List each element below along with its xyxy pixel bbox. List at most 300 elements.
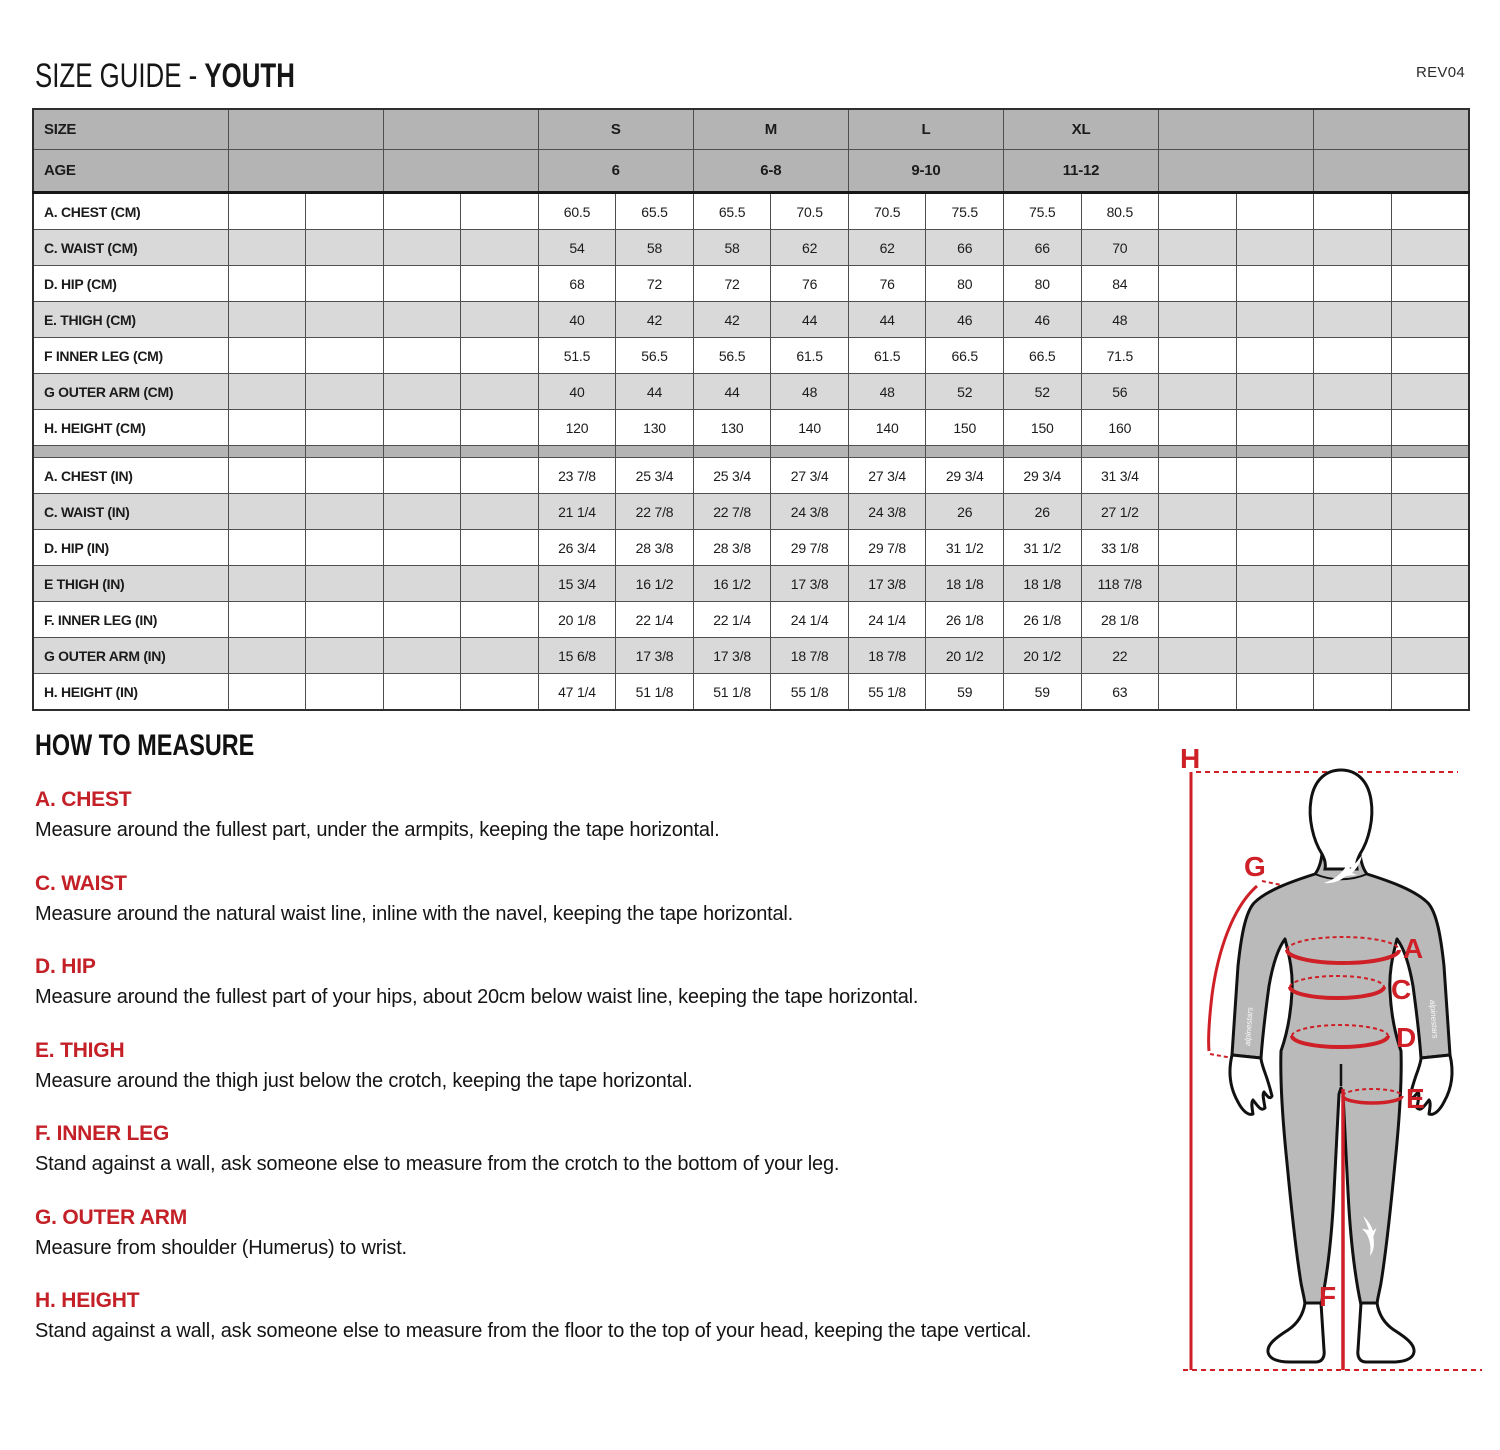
measure-description: Stand against a wall, ask someone else to measure from the crotch to the bottom of your leg. [35, 1153, 840, 1175]
size-header-cell [228, 109, 383, 150]
value-cell [1314, 266, 1392, 302]
value-cell [1159, 193, 1237, 230]
value-cell: 22 7/8 [616, 494, 694, 530]
value-cell: 58 [616, 230, 694, 266]
value-cell [1236, 230, 1314, 266]
value-cell: 75.5 [926, 193, 1004, 230]
size-header-cell [383, 109, 538, 150]
head-outline [1310, 770, 1372, 869]
value-cell [1391, 302, 1469, 338]
value-cell [1159, 302, 1237, 338]
value-cell: 59 [1003, 674, 1081, 711]
value-cell: 18 1/8 [1003, 566, 1081, 602]
row-label: C. WAIST (CM) [33, 230, 228, 266]
value-cell [228, 230, 306, 266]
row-label: G OUTER ARM (CM) [33, 374, 228, 410]
value-cell [461, 458, 539, 494]
row-label: G OUTER ARM (IN) [33, 638, 228, 674]
value-cell [383, 410, 461, 446]
value-cell: 21 1/4 [538, 494, 616, 530]
age-header-cell: 6-8 [693, 150, 848, 193]
value-cell: 17 3/8 [616, 638, 694, 674]
value-cell: 48 [848, 374, 926, 410]
figure-label-inner-leg: F [1319, 1281, 1337, 1312]
separator-cell [616, 446, 694, 458]
value-cell [1159, 530, 1237, 566]
separator-cell [1081, 446, 1159, 458]
row-label: F INNER LEG (CM) [33, 338, 228, 374]
row-label: H. HEIGHT (CM) [33, 410, 228, 446]
row-label: D. HIP (IN) [33, 530, 228, 566]
age-header-cell [1314, 150, 1469, 193]
body-measurement-figure [1155, 735, 1500, 1425]
header-row-label: SIZE [33, 109, 228, 150]
value-cell: 130 [616, 410, 694, 446]
value-cell: 28 3/8 [693, 530, 771, 566]
measure-heading: A. CHEST [35, 788, 132, 811]
value-cell [1314, 638, 1392, 674]
value-cell [1314, 193, 1392, 230]
value-cell: 66.5 [1003, 338, 1081, 374]
separator-cell [1314, 446, 1392, 458]
how-to-item [35, 1206, 1175, 1260]
value-cell: 26 [1003, 494, 1081, 530]
value-cell [1236, 374, 1314, 410]
how-to-item [35, 1039, 1175, 1093]
value-cell: 66.5 [926, 338, 1004, 374]
how-to-measure-title: HOW TO MEASURE [35, 729, 255, 762]
value-cell [1159, 230, 1237, 266]
page-title-prefix: SIZE GUIDE - [35, 57, 205, 95]
value-cell [306, 638, 384, 674]
value-cell: 66 [1003, 230, 1081, 266]
age-header-cell [383, 150, 538, 193]
measure-heading: G. OUTER ARM [35, 1205, 187, 1229]
value-cell [383, 266, 461, 302]
value-cell [461, 638, 539, 674]
value-cell [461, 566, 539, 602]
value-cell: 118 7/8 [1081, 566, 1159, 602]
row-label: D. HIP (CM) [33, 266, 228, 302]
value-cell: 61.5 [848, 338, 926, 374]
value-cell: 55 1/8 [848, 674, 926, 711]
how-to-item [35, 1122, 1175, 1176]
value-cell [461, 302, 539, 338]
value-cell [1391, 338, 1469, 374]
value-cell [1236, 638, 1314, 674]
left-sock [1268, 1303, 1324, 1362]
value-cell: 24 1/4 [771, 602, 849, 638]
value-cell [228, 674, 306, 711]
how-to-measure-list [35, 788, 1175, 1408]
value-cell [1159, 674, 1237, 711]
value-cell [1391, 230, 1469, 266]
value-cell [1391, 410, 1469, 446]
value-cell [306, 494, 384, 530]
separator-cell [1236, 446, 1314, 458]
measurement-row [33, 638, 1469, 674]
value-cell: 61.5 [771, 338, 849, 374]
value-cell: 31 1/2 [1003, 530, 1081, 566]
separator-cell [228, 446, 306, 458]
separator-cell [306, 446, 384, 458]
value-cell [1314, 530, 1392, 566]
value-cell [383, 638, 461, 674]
value-cell [306, 374, 384, 410]
value-cell: 15 6/8 [538, 638, 616, 674]
value-cell: 66 [926, 230, 1004, 266]
separator-cell [926, 446, 1004, 458]
value-cell: 48 [771, 374, 849, 410]
value-cell [1391, 638, 1469, 674]
age-header-cell: 6 [538, 150, 693, 193]
age-header-cell: 9-10 [848, 150, 1003, 193]
value-cell [383, 302, 461, 338]
value-cell: 22 1/4 [693, 602, 771, 638]
value-cell: 80.5 [1081, 193, 1159, 230]
value-cell [1314, 458, 1392, 494]
value-cell: 22 7/8 [693, 494, 771, 530]
value-cell [461, 674, 539, 711]
value-cell: 27 3/4 [771, 458, 849, 494]
value-cell: 27 3/4 [848, 458, 926, 494]
figure-label-chest: A [1403, 933, 1424, 964]
value-cell [228, 338, 306, 374]
size-header-cell [1159, 109, 1314, 150]
value-cell [1391, 566, 1469, 602]
value-cell: 130 [693, 410, 771, 446]
value-cell: 16 1/2 [693, 566, 771, 602]
value-cell [383, 530, 461, 566]
value-cell [228, 374, 306, 410]
value-cell: 51.5 [538, 338, 616, 374]
size-header-cell: S [538, 109, 693, 150]
measure-description: Measure around the fullest part of your hips, about 20cm below waist line, keeping the tape horizontal. [35, 986, 919, 1008]
value-cell [1314, 230, 1392, 266]
value-cell [228, 494, 306, 530]
value-cell: 20 1/2 [1003, 638, 1081, 674]
value-cell: 25 3/4 [693, 458, 771, 494]
value-cell [306, 302, 384, 338]
value-cell [228, 530, 306, 566]
value-cell [1236, 338, 1314, 374]
right-forearm-logo-text: alpinestars [1428, 999, 1440, 1039]
value-cell: 55 1/8 [771, 674, 849, 711]
how-to-item [35, 1289, 1175, 1343]
value-cell [228, 266, 306, 302]
value-cell [1236, 494, 1314, 530]
value-cell [1159, 374, 1237, 410]
value-cell: 22 1/4 [616, 602, 694, 638]
measure-description: Measure around the fullest part, under the armpits, keeping the tape horizontal. [35, 819, 720, 841]
value-cell: 29 7/8 [771, 530, 849, 566]
value-cell [461, 230, 539, 266]
value-cell [228, 566, 306, 602]
value-cell: 150 [926, 410, 1004, 446]
value-cell: 31 3/4 [1081, 458, 1159, 494]
value-cell: 52 [1003, 374, 1081, 410]
value-cell: 15 3/4 [538, 566, 616, 602]
row-label: E THIGH (IN) [33, 566, 228, 602]
figure-label-hip: D [1396, 1022, 1417, 1053]
value-cell [1314, 374, 1392, 410]
value-cell [1159, 638, 1237, 674]
value-cell: 54 [538, 230, 616, 266]
value-cell [1159, 566, 1237, 602]
value-cell: 71.5 [1081, 338, 1159, 374]
value-cell [306, 566, 384, 602]
value-cell [1236, 602, 1314, 638]
value-cell: 42 [693, 302, 771, 338]
value-cell [1391, 530, 1469, 566]
value-cell: 63 [1081, 674, 1159, 711]
left-forearm-logo-text: alpinestars [1243, 1006, 1255, 1047]
how-to-item [35, 955, 1175, 1009]
value-cell: 160 [1081, 410, 1159, 446]
value-cell [1314, 566, 1392, 602]
separator-cell [1003, 446, 1081, 458]
value-cell: 56 [1081, 374, 1159, 410]
value-cell [1314, 338, 1392, 374]
value-cell [1391, 458, 1469, 494]
measure-description: Stand against a wall, ask someone else to measure from the floor to the top of your head, keeping the tape vertical. [35, 1320, 1032, 1342]
header-row-label: AGE [33, 150, 228, 193]
value-cell [306, 193, 384, 230]
value-cell: 80 [926, 266, 1004, 302]
figure-label-waist: C [1391, 974, 1412, 1005]
value-cell: 16 1/2 [616, 566, 694, 602]
value-cell: 65.5 [616, 193, 694, 230]
value-cell: 76 [771, 266, 849, 302]
value-cell: 26 [926, 494, 1004, 530]
row-label: H. HEIGHT (IN) [33, 674, 228, 711]
value-cell: 68 [538, 266, 616, 302]
value-cell [383, 494, 461, 530]
separator-cell [693, 446, 771, 458]
separator-cell [1391, 446, 1469, 458]
left-glove [1230, 1055, 1272, 1114]
separator-cell [848, 446, 926, 458]
size-header-cell: XL [1003, 109, 1158, 150]
value-cell: 76 [848, 266, 926, 302]
separator-cell [461, 446, 539, 458]
measurement-row [33, 193, 1469, 230]
value-cell: 70.5 [771, 193, 849, 230]
value-cell: 44 [771, 302, 849, 338]
value-cell: 18 7/8 [771, 638, 849, 674]
value-cell: 24 3/8 [771, 494, 849, 530]
value-cell [1391, 374, 1469, 410]
measure-heading: F. INNER LEG [35, 1122, 170, 1145]
value-cell [1236, 566, 1314, 602]
size-header-cell: L [848, 109, 1003, 150]
row-label: C. WAIST (IN) [33, 494, 228, 530]
value-cell [228, 410, 306, 446]
value-cell [461, 338, 539, 374]
value-cell: 42 [616, 302, 694, 338]
value-cell: 24 3/8 [848, 494, 926, 530]
value-cell: 29 3/4 [926, 458, 1004, 494]
size-header-cell: M [693, 109, 848, 150]
value-cell: 62 [771, 230, 849, 266]
measure-description: Measure from shoulder (Humerus) to wrist. [35, 1236, 407, 1259]
value-cell [1391, 674, 1469, 711]
figure-label-thigh: E [1406, 1083, 1425, 1114]
measurement-row [33, 602, 1469, 638]
value-cell [306, 338, 384, 374]
row-label: A. CHEST (IN) [33, 458, 228, 494]
value-cell [383, 374, 461, 410]
figure-label-outer-arm: G [1244, 851, 1266, 882]
value-cell: 44 [616, 374, 694, 410]
value-cell: 31 1/2 [926, 530, 1004, 566]
value-cell [1159, 338, 1237, 374]
value-cell: 140 [771, 410, 849, 446]
value-cell [383, 193, 461, 230]
value-cell [1236, 410, 1314, 446]
value-cell [1314, 410, 1392, 446]
value-cell: 33 1/8 [1081, 530, 1159, 566]
measure-heading: C. WAIST [35, 871, 127, 895]
value-cell [228, 302, 306, 338]
value-cell [461, 266, 539, 302]
measurement-row [33, 338, 1469, 374]
value-cell [1236, 302, 1314, 338]
value-cell [461, 530, 539, 566]
value-cell: 46 [1003, 302, 1081, 338]
value-cell: 47 1/4 [538, 674, 616, 711]
value-cell: 17 3/8 [693, 638, 771, 674]
measure-heading: H. HEIGHT [35, 1289, 140, 1312]
value-cell [1159, 494, 1237, 530]
value-cell [1391, 494, 1469, 530]
value-cell [228, 458, 306, 494]
value-cell: 140 [848, 410, 926, 446]
value-cell: 29 7/8 [848, 530, 926, 566]
value-cell: 26 1/8 [1003, 602, 1081, 638]
value-cell: 24 1/4 [848, 602, 926, 638]
measurement-row [33, 458, 1469, 494]
size-table [32, 108, 1470, 711]
value-cell [1391, 266, 1469, 302]
value-cell: 56.5 [616, 338, 694, 374]
separator-cell [771, 446, 849, 458]
value-cell: 46 [926, 302, 1004, 338]
value-cell [1314, 302, 1392, 338]
value-cell [461, 193, 539, 230]
measurement-row [33, 230, 1469, 266]
size-header-cell [1314, 109, 1469, 150]
value-cell [306, 602, 384, 638]
value-cell: 84 [1081, 266, 1159, 302]
value-cell: 150 [1003, 410, 1081, 446]
value-cell [228, 602, 306, 638]
value-cell: 75.5 [1003, 193, 1081, 230]
value-cell: 27 1/2 [1081, 494, 1159, 530]
value-cell: 51 1/8 [693, 674, 771, 711]
value-cell: 17 3/8 [848, 566, 926, 602]
page-title [35, 57, 295, 96]
value-cell: 70.5 [848, 193, 926, 230]
measure-description: Measure around the thigh just below the crotch, keeping the tape horizontal. [35, 1069, 693, 1092]
value-cell [383, 674, 461, 711]
value-cell: 51 1/8 [616, 674, 694, 711]
value-cell: 20 1/2 [926, 638, 1004, 674]
value-cell: 17 3/8 [771, 566, 849, 602]
value-cell [461, 374, 539, 410]
right-sock [1358, 1303, 1414, 1362]
measurement-row [33, 566, 1469, 602]
value-cell: 22 [1081, 638, 1159, 674]
value-cell [383, 338, 461, 374]
measure-description: Measure around the natural waist line, inline with the navel, keeping the tape horizontal. [35, 902, 794, 925]
value-cell [383, 566, 461, 602]
value-cell [306, 458, 384, 494]
value-cell [1236, 530, 1314, 566]
value-cell: 44 [693, 374, 771, 410]
age-header-cell [228, 150, 383, 193]
value-cell [1159, 410, 1237, 446]
page-title-category: YOUTH [204, 57, 295, 95]
value-cell: 28 3/8 [616, 530, 694, 566]
value-cell [1236, 193, 1314, 230]
value-cell: 29 3/4 [1003, 458, 1081, 494]
value-cell [461, 410, 539, 446]
value-cell: 48 [1081, 302, 1159, 338]
value-cell: 28 1/8 [1081, 602, 1159, 638]
value-cell [228, 638, 306, 674]
separator-cell [1159, 446, 1237, 458]
value-cell [1391, 602, 1469, 638]
value-cell [306, 410, 384, 446]
figure-label-height: H [1180, 743, 1201, 774]
value-cell [1236, 674, 1314, 711]
value-cell [306, 674, 384, 711]
value-cell: 40 [538, 374, 616, 410]
measurement-row [33, 494, 1469, 530]
value-cell: 18 1/8 [926, 566, 1004, 602]
value-cell: 25 3/4 [616, 458, 694, 494]
measurement-row [33, 266, 1469, 302]
value-cell [1391, 193, 1469, 230]
measurement-row [33, 374, 1469, 410]
value-cell: 18 7/8 [848, 638, 926, 674]
header-row [33, 109, 1469, 150]
value-cell [383, 602, 461, 638]
measure-heading: D. HIP [35, 955, 96, 978]
header-row [33, 150, 1469, 193]
value-cell: 62 [848, 230, 926, 266]
value-cell: 40 [538, 302, 616, 338]
value-cell: 72 [616, 266, 694, 302]
value-cell [1314, 494, 1392, 530]
value-cell [306, 266, 384, 302]
value-cell: 56.5 [693, 338, 771, 374]
revision-label: REV04 [1415, 64, 1465, 81]
value-cell [383, 230, 461, 266]
measurement-row [33, 674, 1469, 711]
age-header-cell: 11-12 [1003, 150, 1158, 193]
value-cell: 72 [693, 266, 771, 302]
separator-cell [33, 446, 228, 458]
measure-heading: E. THIGH [35, 1038, 125, 1062]
value-cell [461, 494, 539, 530]
value-cell: 23 7/8 [538, 458, 616, 494]
value-cell [1159, 458, 1237, 494]
how-to-item [35, 788, 1175, 842]
row-label: F. INNER LEG (IN) [33, 602, 228, 638]
separator-cell [383, 446, 461, 458]
